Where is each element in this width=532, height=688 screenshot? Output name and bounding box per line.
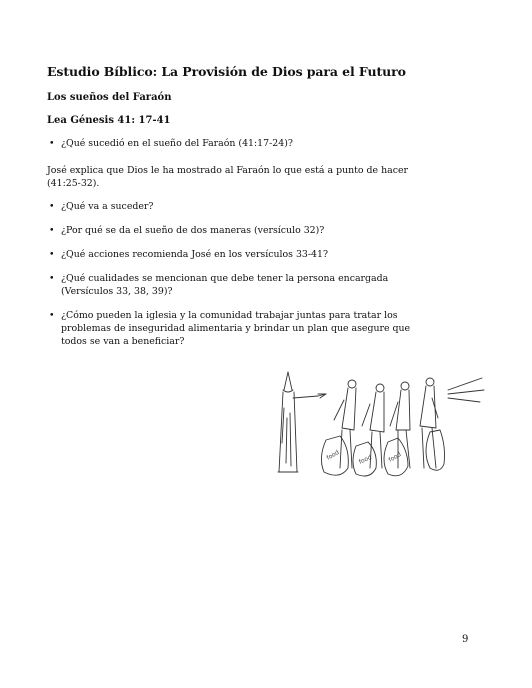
pharaoh-figure [278,372,326,472]
bullet-icon: • [49,225,55,236]
question-line: problemas de inseguridad alimentaria y brindar un plan que asegure que [61,323,411,334]
question-item [47,200,481,213]
question-item [47,309,481,348]
bullet-icon: • [49,201,55,212]
sack-label: food [357,453,373,466]
bullet-icon: • [49,273,55,284]
question-item [47,224,481,237]
question-item [47,137,481,150]
page-number: 9 [462,634,469,645]
question-line: ¿Qué cualidades se mencionan que debe tener la persona encargada [61,273,389,284]
question-line: todos se van a beneficiar? [61,336,185,347]
question-text: ¿Por qué se da el sueño de dos maneras (versículo 32)? [61,225,325,236]
sack-label: food [325,449,341,462]
bullet-icon: • [49,310,55,321]
question-text: ¿Qué acciones recomienda José en los versículos 33-41? [61,249,329,260]
page-title: Estudio Bíblico: La Provisión de Dios para el Futuro [47,64,406,79]
workers-group [321,378,484,476]
sketch-illustration [270,368,490,488]
sack-label: food [387,451,403,464]
paragraph-line: (41:25-32). [47,178,100,189]
explanation-paragraph [47,164,467,190]
bullet-icon: • [49,138,55,149]
section-subtitle: Los sueños del Faraón [47,92,172,103]
question-item [47,272,481,298]
paragraph-line: José explica que Dios le ha mostrado al Faraón lo que está a punto de hacer [47,165,408,176]
question-item [47,248,481,261]
scripture-reference: Lea Génesis 41: 17-41 [47,115,171,126]
question-line: (Versículos 33, 38, 39)? [61,286,173,297]
question-text: ¿Qué va a suceder? [61,201,154,212]
question-text: ¿Qué sucedió en el sueño del Faraón (41:17-24)? [61,138,293,149]
bullet-icon: • [49,249,55,260]
question-line: ¿Cómo pueden la iglesia y la comunidad trabajar juntas para tratar los [61,310,398,321]
